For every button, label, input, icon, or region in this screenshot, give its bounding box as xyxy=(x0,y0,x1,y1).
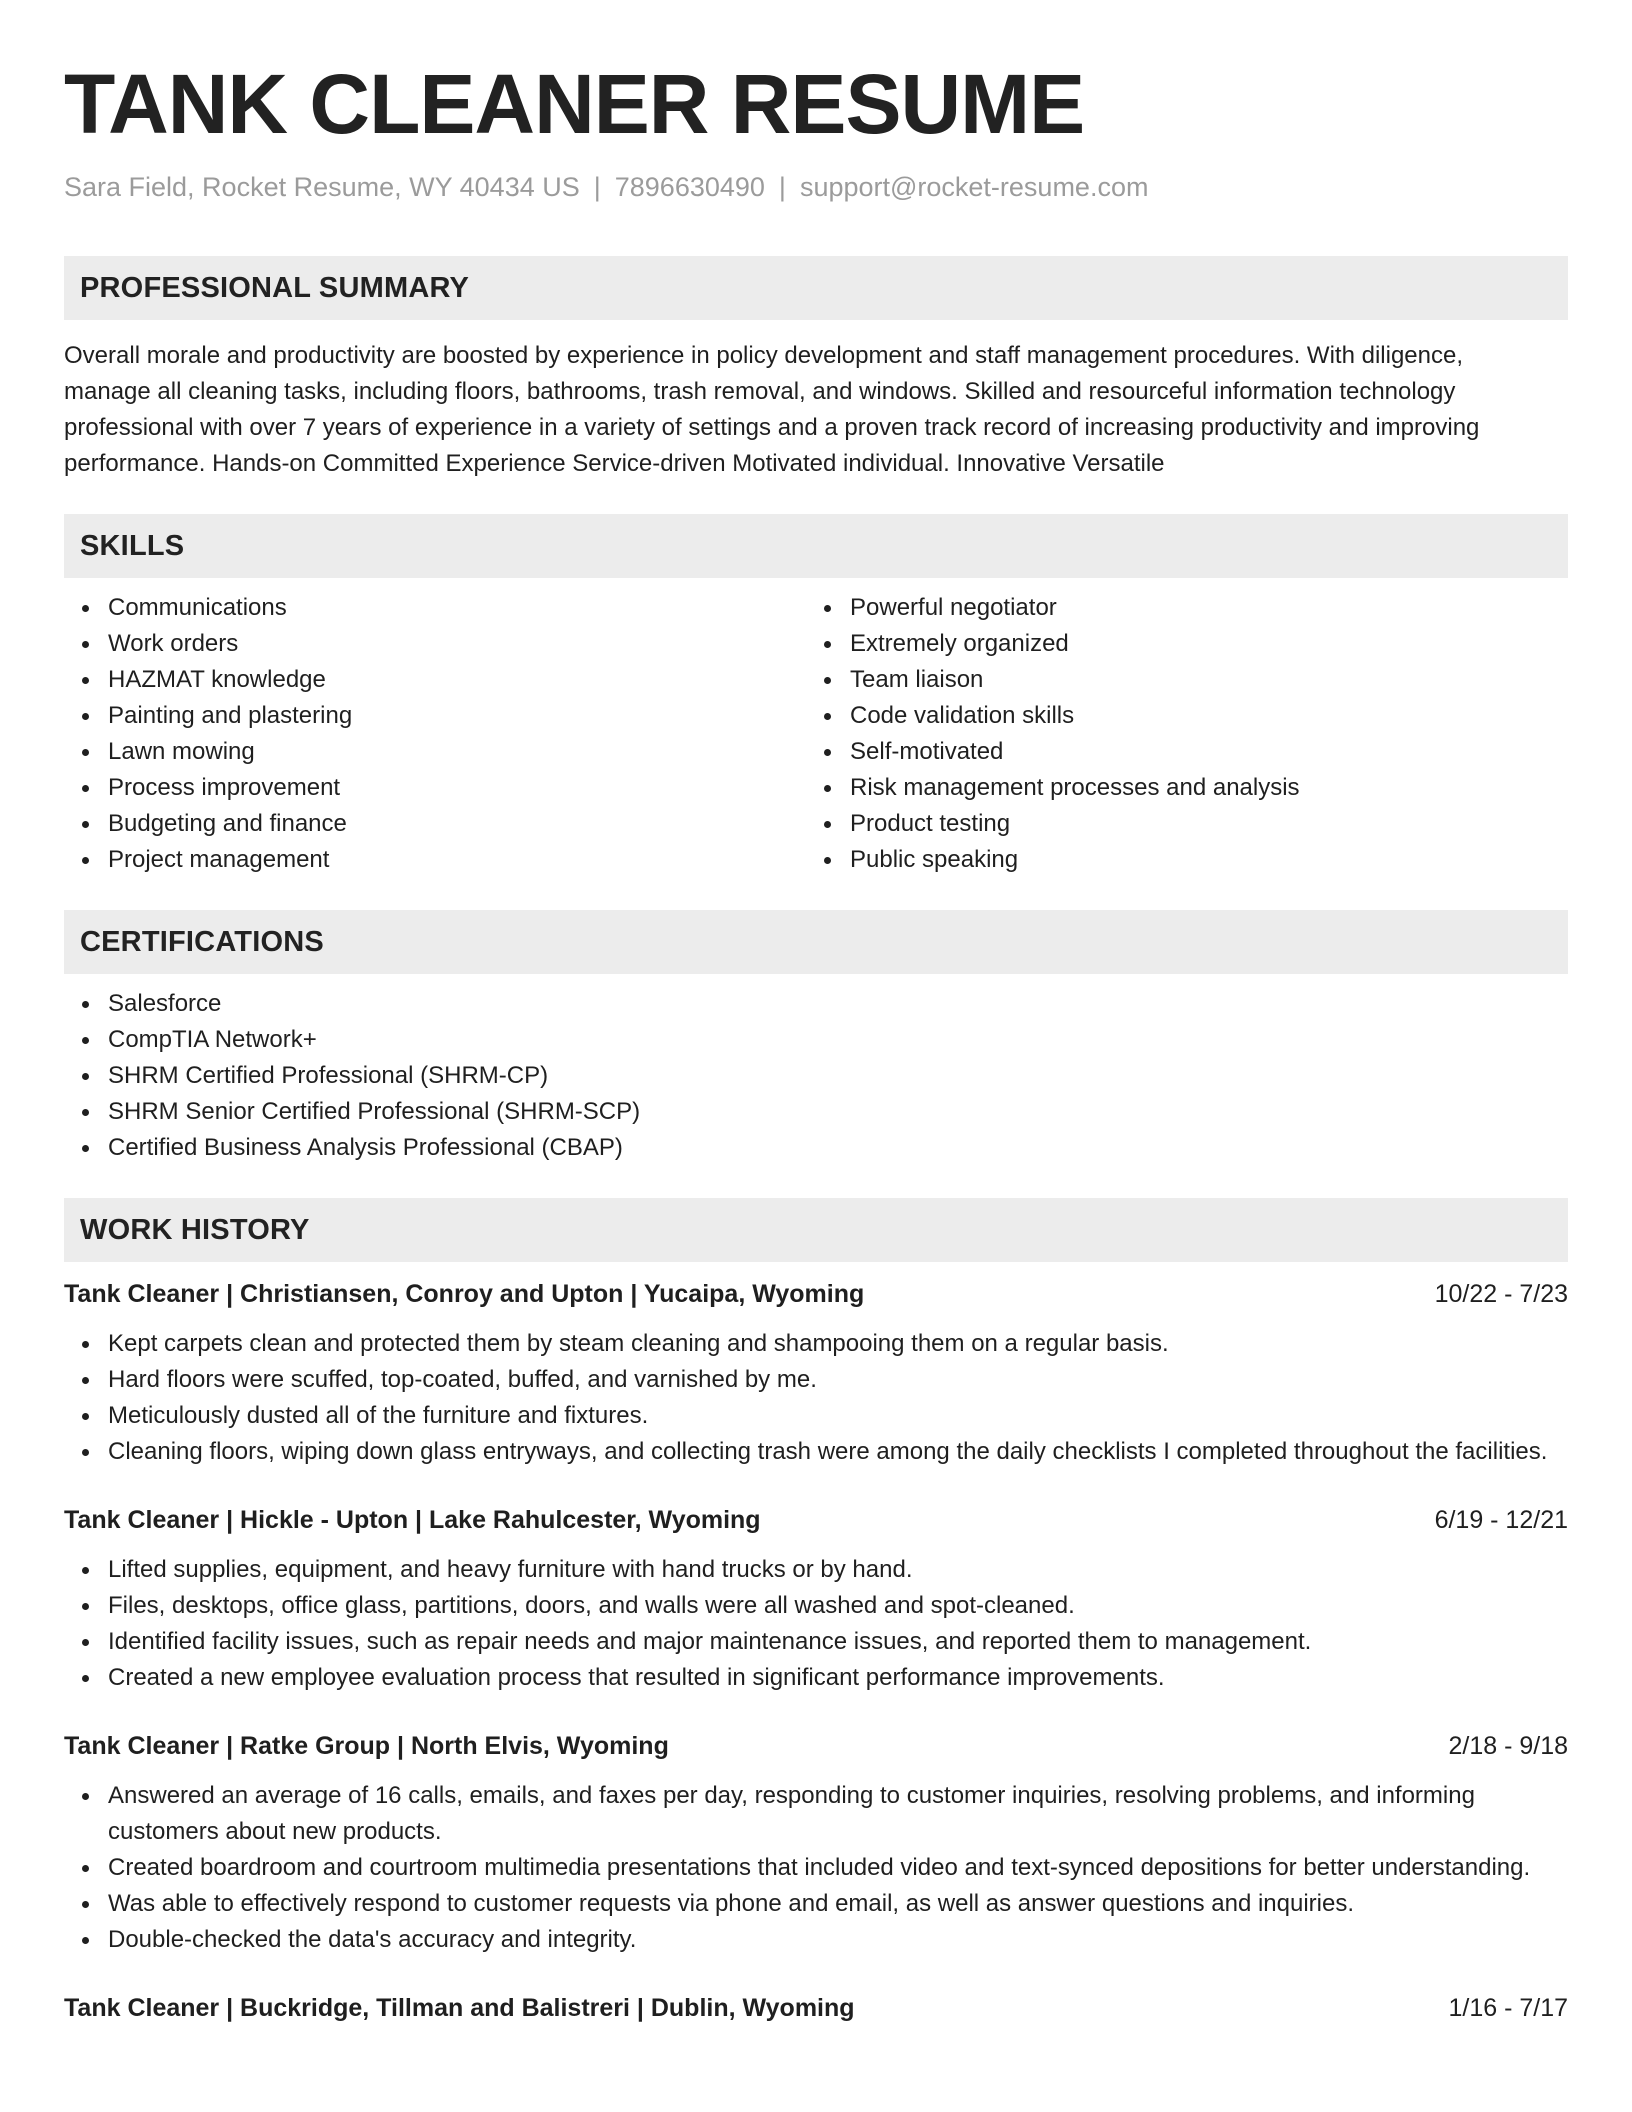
work-history-section xyxy=(64,1198,1568,2026)
job-duty-item: Answered an average of 16 calls, emails, and faxes per day, responding to customer inquiries, resolving problems, and informing customers about new products. xyxy=(108,1778,1568,1850)
job-dates: 10/22 - 7/23 xyxy=(1434,1280,1568,1308)
section-heading-work-history: WORK HISTORY xyxy=(64,1198,1568,1262)
certifications-body xyxy=(64,986,1568,1166)
job-duty-item: Created boardroom and courtroom multimedia presentations that included video and text-synced depositions for better understanding. xyxy=(108,1850,1568,1886)
contact-email: support@rocket-resume.com xyxy=(799,172,1149,202)
skill-item: Budgeting and finance xyxy=(108,806,806,842)
contact-separator: | xyxy=(593,172,601,202)
job-header xyxy=(64,1990,1568,2026)
section-heading-summary: PROFESSIONAL SUMMARY xyxy=(64,256,1568,320)
contact-separator: | xyxy=(778,172,786,202)
job-entry xyxy=(64,1990,1568,2026)
job-duties-list xyxy=(64,1326,1568,1470)
section-heading-certifications: CERTIFICATIONS xyxy=(64,910,1568,974)
skill-item: Risk management processes and analysis xyxy=(850,770,1548,806)
job-duties-list xyxy=(64,1778,1568,1958)
skill-item: Process improvement xyxy=(108,770,806,806)
certification-item: Salesforce xyxy=(108,986,1568,1022)
certifications-list xyxy=(64,986,1568,1166)
skill-item: Lawn mowing xyxy=(108,734,806,770)
contact-phone: 7896630490 xyxy=(614,172,765,202)
skill-item: Self-motivated xyxy=(850,734,1548,770)
skills-section xyxy=(64,514,1568,878)
job-entry xyxy=(64,1728,1568,1958)
resume-page xyxy=(64,0,1568,2026)
skill-item: Code validation skills xyxy=(850,698,1548,734)
job-header xyxy=(64,1728,1568,1764)
summary-section xyxy=(64,256,1568,482)
summary-body xyxy=(64,338,1568,482)
job-header xyxy=(64,1502,1568,1538)
job-dates: 6/19 - 12/21 xyxy=(1434,1506,1568,1534)
jobs-list xyxy=(64,1276,1568,2026)
job-entry xyxy=(64,1502,1568,1696)
job-duty-item: Hard floors were scuffed, top-coated, buffed, and varnished by me. xyxy=(108,1362,1568,1398)
job-duty-item: Kept carpets clean and protected them by steam cleaning and shampooing them on a regular basis. xyxy=(108,1326,1568,1362)
job-title: Tank Cleaner | Ratke Group | North Elvis, Wyoming xyxy=(64,1732,669,1760)
job-duties-list xyxy=(64,1552,1568,1696)
job-dates: 2/18 - 9/18 xyxy=(1448,1732,1568,1760)
summary-text: Overall morale and productivity are boosted by experience in policy development and staff management procedures. With diligence, manage all cleaning tasks, including floors, bathrooms, trash removal, and windows. Skilled and resourceful information technology professional with over 7 years of experience in a variety of settings and a proven track record of increasing productivity and improving performance. Hands-on Committed Experience Service-driven Motivated individual. Innovative Versatile xyxy=(64,342,1480,477)
skills-list-left xyxy=(64,590,806,878)
skills-grid xyxy=(64,590,1568,878)
certification-item: CompTIA Network+ xyxy=(108,1022,1568,1058)
job-duty-item: Cleaning floors, wiping down glass entryways, and collecting trash were among the daily checklists I completed throughout the facilities. xyxy=(108,1434,1568,1470)
job-header xyxy=(64,1276,1568,1312)
job-duty-item: Lifted supplies, equipment, and heavy furniture with hand trucks or by hand. xyxy=(108,1552,1568,1588)
skill-item: Product testing xyxy=(850,806,1548,842)
skills-column-right xyxy=(806,590,1548,878)
job-duty-item: Meticulously dusted all of the furniture and fixtures. xyxy=(108,1398,1568,1434)
skill-item: Public speaking xyxy=(850,842,1548,878)
contact-line xyxy=(64,170,1568,204)
job-duty-item: Created a new employee evaluation process that resulted in significant performance improvements. xyxy=(108,1660,1568,1696)
job-title: Tank Cleaner | Christiansen, Conroy and Upton | Yucaipa, Wyoming xyxy=(64,1280,865,1308)
job-dates: 1/16 - 7/17 xyxy=(1448,1994,1568,2022)
section-heading-skills: SKILLS xyxy=(64,514,1568,578)
skill-item: Project management xyxy=(108,842,806,878)
job-duty-item: Files, desktops, office glass, partitions, doors, and walls were all washed and spot-cleaned. xyxy=(108,1588,1568,1624)
job-title: Tank Cleaner | Buckridge, Tillman and Balistreri | Dublin, Wyoming xyxy=(64,1994,855,2022)
job-entry xyxy=(64,1276,1568,1470)
skill-item: Team liaison xyxy=(850,662,1548,698)
job-title: Tank Cleaner | Hickle - Upton | Lake Rahulcester, Wyoming xyxy=(64,1506,761,1534)
job-duty-item: Identified facility issues, such as repair needs and major maintenance issues, and reported them to management. xyxy=(108,1624,1568,1660)
job-duty-item: Double-checked the data's accuracy and integrity. xyxy=(108,1922,1568,1958)
skills-list-right xyxy=(806,590,1548,878)
skill-item: HAZMAT knowledge xyxy=(108,662,806,698)
skill-item: Work orders xyxy=(108,626,806,662)
skill-item: Painting and plastering xyxy=(108,698,806,734)
resume-title: TANK CLEANER RESUME xyxy=(64,57,1085,151)
skills-column-left xyxy=(64,590,806,878)
certification-item: SHRM Senior Certified Professional (SHRM-SCP) xyxy=(108,1094,1568,1130)
job-duty-item: Was able to effectively respond to customer requests via phone and email, as well as answer questions and inquiries. xyxy=(108,1886,1568,1922)
certifications-section xyxy=(64,910,1568,1166)
skill-item: Extremely organized xyxy=(850,626,1548,662)
certification-item: Certified Business Analysis Professional (CBAP) xyxy=(108,1130,1568,1166)
skill-item: Communications xyxy=(108,590,806,626)
certification-item: SHRM Certified Professional (SHRM-CP) xyxy=(108,1058,1568,1094)
contact-address: Sara Field, Rocket Resume, WY 40434 US xyxy=(64,172,580,202)
skill-item: Powerful negotiator xyxy=(850,590,1548,626)
